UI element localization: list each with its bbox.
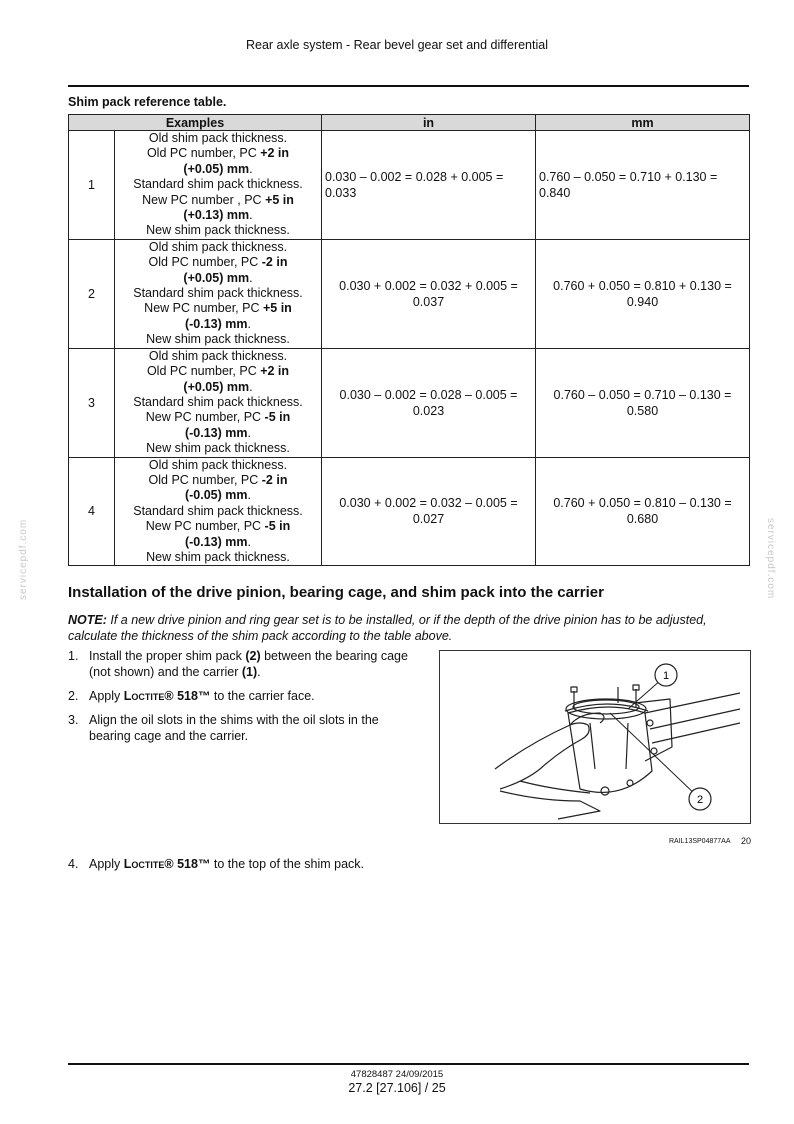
row-number: 1: [69, 131, 115, 240]
note-paragraph: [68, 612, 753, 644]
header-rule: [68, 85, 749, 87]
procedure-steps: [68, 648, 413, 752]
table-row: [69, 457, 750, 566]
step-item: 4. Apply Loctite® 518™ to the top of the shim pack.: [68, 857, 364, 871]
example-cell: Old shim pack thickness. Old PC number, PC +2 in (+0.05) mm. Standard shim pack thickness. New PC number, PC -5 in (-0.13) mm. New shim pack thickness.: [115, 348, 322, 457]
step-item: 1. Install the proper shim pack (2) between the bearing cage (not shown) and the carrier (1).: [68, 649, 408, 679]
row-number: 4: [69, 457, 115, 566]
example-cell: Old shim pack thickness. Old PC number, PC -2 in (-0.05) mm. Standard shim pack thickness. New PC number, PC -5 in (-0.13) mm. New shim pack thickness.: [115, 457, 322, 566]
table-row: [69, 131, 750, 240]
mm-value-cell: 0.760 – 0.050 = 0.710 – 0.130 = 0.580: [536, 348, 750, 457]
carrier-drawing: [440, 651, 750, 823]
running-header: Rear axle system - Rear bevel gear set and differential: [245, 38, 548, 52]
table-row: [69, 348, 750, 457]
watermark-left: servicepdf.com: [18, 518, 29, 600]
mm-value-cell: 0.760 + 0.050 = 0.810 – 0.130 = 0.680: [536, 457, 750, 566]
step-item: 3. Align the oil slots in the shims with the oil slots in the bearing cage and the carrier.: [68, 713, 379, 743]
callout-label-2: 2: [696, 794, 704, 806]
row-number: 2: [69, 239, 115, 348]
section-title: Installation of the drive pinion, bearing cage, and shim pack into the carrier: [68, 584, 604, 601]
document-id: 47828487 24/09/2015: [350, 1069, 444, 1080]
footer-rule: [68, 1063, 749, 1065]
table-caption: Shim pack reference table.: [68, 95, 227, 109]
in-value-cell: 0.030 – 0.002 = 0.028 + 0.005 = 0.033: [322, 131, 536, 240]
figure-reference: RAIL13SP04877AA: [669, 838, 731, 845]
table-row: [69, 239, 750, 348]
watermark-right: servicepdf.com: [765, 518, 776, 600]
step-item: 2. Apply Loctite® 518™ to the carrier face.: [68, 689, 315, 703]
shim-pack-table: [68, 114, 750, 566]
table-header-row: [69, 115, 750, 131]
figure-number: 20: [741, 836, 752, 846]
callout-label-1: 1: [662, 670, 670, 682]
product-name: Loctite® 518™: [123, 689, 211, 703]
note-text: If a new drive pinion and ring gear set is to be installed, or if the depth of the drive pinion has to be adjusted, calculate the thickness of the shim pack according to the table above.: [68, 613, 707, 643]
product-name: Loctite® 518™: [123, 857, 211, 871]
example-cell: Old shim pack thickness. Old PC number, PC +2 in (+0.05) mm. Standard shim pack thickness. New PC number , PC +5 in (+0.13) mm. New shim pack thickness.: [115, 131, 322, 240]
row-number: 3: [69, 348, 115, 457]
mm-value-cell: 0.760 – 0.050 = 0.710 + 0.130 = 0.840: [536, 131, 750, 240]
example-cell: Old shim pack thickness. Old PC number, PC -2 in (+0.05) mm. Standard shim pack thickness. New PC number, PC +5 in (-0.13) mm. New shim pack thickness.: [115, 239, 322, 348]
in-value-cell: 0.030 + 0.002 = 0.032 + 0.005 = 0.037: [322, 239, 536, 348]
column-header-in: in: [322, 115, 536, 131]
in-value-cell: 0.030 + 0.002 = 0.032 – 0.005 = 0.027: [322, 457, 536, 566]
in-value-cell: 0.030 – 0.002 = 0.028 – 0.005 = 0.023: [322, 348, 536, 457]
mm-value-cell: 0.760 + 0.050 = 0.810 + 0.130 = 0.940: [536, 239, 750, 348]
note-label: NOTE:: [68, 613, 107, 627]
column-header-examples: Examples: [69, 115, 322, 131]
page-number: 27.2 [27.106] / 25: [348, 1081, 446, 1095]
carrier-shim-illustration: [439, 650, 751, 824]
column-header-mm: mm: [536, 115, 750, 131]
